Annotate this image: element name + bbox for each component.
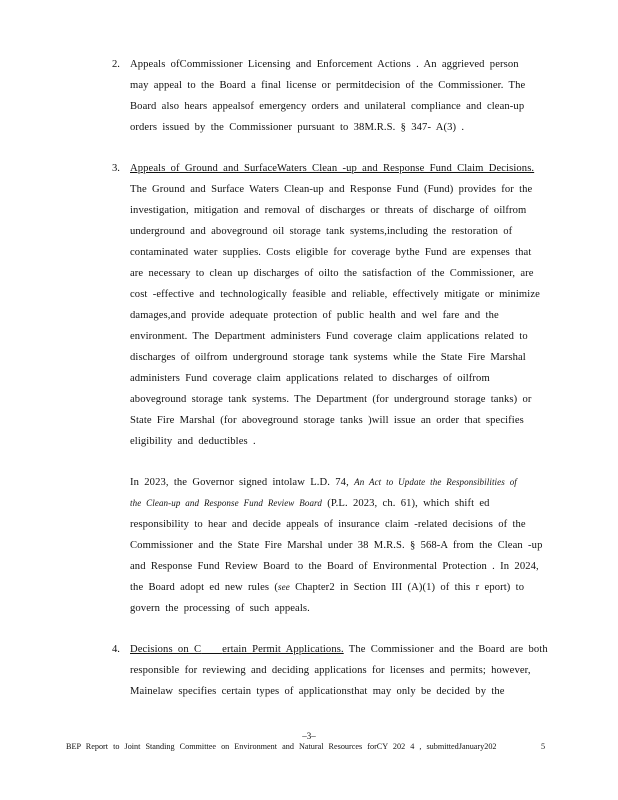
section-3-number: 3.	[112, 163, 120, 174]
section-3-heading: Appeals of Ground and SurfaceWaters Clean -up and Response Fund Claim Decisions.	[130, 163, 535, 174]
section-4-heading-end: ertain Permit Applications.	[222, 644, 344, 655]
section-4-line	[130, 644, 550, 655]
section-2-line: Board also hears appealsof emergency orders and unilateral compliance and clean-up	[130, 101, 525, 112]
paragraph-text: (P.L. 2023, ch. 61), which shift ed	[327, 498, 490, 509]
paragraph-text: Chapter2 in Section III (A)(1) of this r eport) to	[295, 582, 525, 593]
section-3-line: are necessary to clean up discharges of oilto the satisfaction of the Commissioner, are	[130, 268, 534, 279]
section-3-line: eligibility and deductibles .	[130, 436, 256, 447]
section-3-line: administers Fund coverage claim applications related to discharges of oilfrom	[130, 373, 490, 384]
footer-text: BEP Report to Joint Standing Committee on Environment and Natural Resources forCY 202 4 , submittedJanuary202	[66, 742, 497, 751]
section-4-line: responsible for reviewing and deciding applications for licenses and permits; however,	[130, 665, 531, 676]
section-2-line: may appeal to the Board a final license or permitdecision of the Commissioner. The	[130, 80, 526, 91]
paragraph-line	[130, 498, 550, 509]
paragraph-text: the Board adopt ed new rules (	[130, 582, 279, 593]
section-3-line: cost -effective and technologically feasible and reliable, effectively mitigate or minimize	[130, 289, 540, 300]
section-4-line: Mainelaw specifies certain types of applicationsthat may only be decided by the	[130, 686, 505, 697]
section-4-heading	[130, 644, 344, 655]
paragraph-line: Commissioner and the State Fire Marshal under 38 M.R.S. § 568-A from the Clean -up	[130, 540, 543, 551]
section-4-text: The Commissioner and the Board are both	[348, 644, 548, 655]
section-3-line: investigation, mitigation and removal of discharges or threats of discharge of oilfrom	[130, 205, 527, 216]
paragraph-line: responsibility to hear and decide appeals of insurance claim -related decisions of the	[130, 519, 526, 530]
section-3-line: discharges of oilfrom underground storage tank systems while the State Fire Marshal	[130, 352, 526, 363]
section-3-line: The Ground and Surface Waters Clean-up and Response Fund (Fund) provides for the	[130, 184, 533, 195]
paragraph-text: In 2023, the Governor signed intolaw L.D. 74,	[130, 477, 349, 488]
paragraph-line	[130, 582, 550, 593]
section-4-heading-start: Decisions on C	[130, 644, 202, 655]
footer-page-number: 5	[541, 742, 546, 751]
section-3-line: State Fire Marshal (for aboveground storage tanks )will issue an order that specifies	[130, 415, 524, 426]
section-3-line: contaminated water supplies. Costs eligible for coverage bythe Fund are expenses that	[130, 247, 532, 258]
paragraph-line: and Response Fund Review Board to the Board of Environmental Protection . In 2024,	[130, 561, 539, 572]
section-4-number: 4.	[112, 644, 120, 655]
act-title: An Act to Update the Responsibilities of	[354, 477, 517, 487]
section-2-line: Appeals ofCommissioner Licensing and Enforcement Actions . An aggrieved person	[130, 59, 519, 70]
paragraph-line	[130, 477, 550, 488]
page-number: –3–	[302, 731, 316, 741]
section-2-number: 2.	[112, 59, 120, 70]
section-3-line: underground and aboveground oil storage tank systems,including the restoration of	[130, 226, 513, 237]
section-2-line: orders issued by the Commissioner pursuant to 38M.R.S. § 347- A(3) .	[130, 122, 465, 133]
section-3-line: aboveground storage tank systems. The Department (for underground storage tanks) or	[130, 394, 532, 405]
see-reference: see	[278, 582, 290, 592]
section-3-line: environment. The Department administers Fund coverage claim applications related to	[130, 331, 528, 342]
act-title: the Clean-up and Response Fund Review Board	[130, 498, 322, 508]
section-3-line: damages,and provide adequate protection of public health and wel fare and the	[130, 310, 499, 321]
paragraph-line: govern the processing of such appeals.	[130, 603, 310, 614]
